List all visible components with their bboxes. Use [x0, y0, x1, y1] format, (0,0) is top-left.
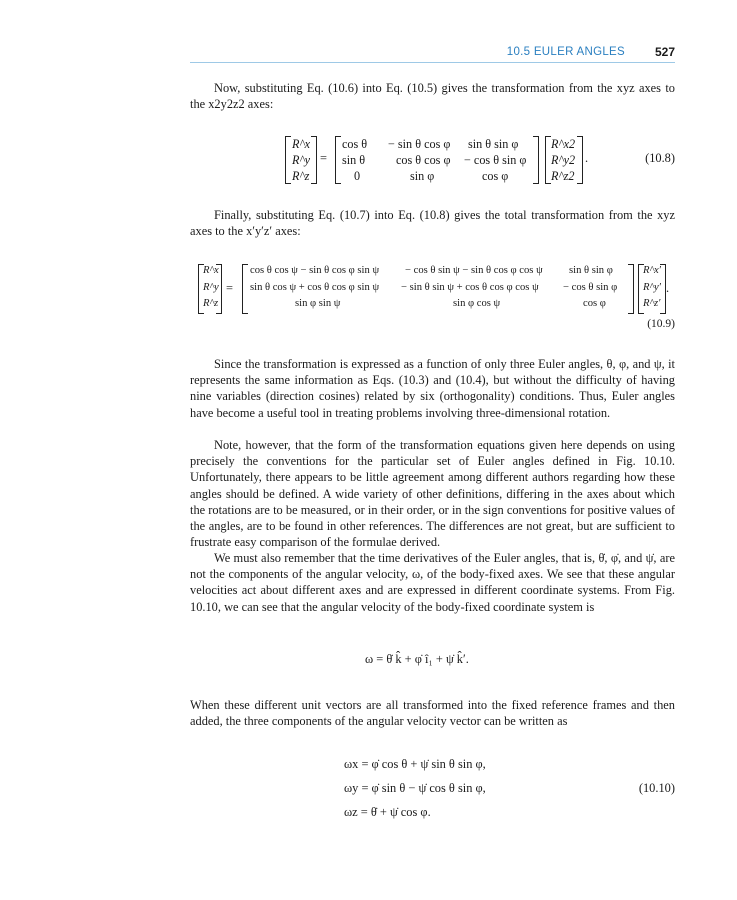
matrix-cell: cos φ: [482, 169, 509, 183]
paragraph-total-transform: Finally, substituting Eq. (10.7) into Eq. (10.8) gives the total transformation from the xyz axes to the x′y′z′ axes:: [190, 208, 675, 239]
paragraph-euler-summary: Since the transformation is expressed as a function of only three Euler angles, θ, φ, and ψ, it represents the same information as Eqs. (10.3) and (10.4), but without the difficulty of having nine variables (direction cosines) related by six (orthogonality) conditions. Thus, Euler angles have become a useful tool in treating problems involving three-dimensional rotation.: [190, 357, 675, 420]
omega-x-line: ωx = φ̇ cos θ + ψ̇ sin θ sin φ,: [344, 757, 486, 771]
matrix-cell: − sin θ sin ψ + cos θ cos φ cos ψ: [401, 282, 539, 293]
rhs-entry: R^z′: [643, 298, 661, 309]
lhs-entry: R^z: [292, 169, 310, 183]
matrix-cell: sin φ cos ψ: [453, 298, 501, 309]
paragraph-components: When these different unit vectors are all transformed into the fixed reference frames and then added, the three components of the angular velocity vector can be written as: [190, 698, 675, 729]
equation-period: .: [666, 281, 670, 295]
lhs-entry: R^z: [203, 298, 219, 309]
header-rule: [190, 62, 675, 63]
rhs-vector: [545, 136, 583, 184]
matrix-cell: sin φ: [410, 169, 435, 183]
lhs-vector: [285, 136, 317, 184]
matrix-cell: sin φ sin ψ: [295, 298, 341, 309]
rhs-entry: R^y′: [643, 282, 661, 293]
paragraph-angular-velocity: We must also remember that the time derivatives of the Euler angles, that is, θ̇, φ̇, and ψ̇, are not the components of the angular velocity, ω, of the body-fixed axes. We see that these angular velocities act about different axes and are expressed in different coordinate systems. From Fig. 10.10, we can see that the angular velocity of the body-fixed coordinate system is: [190, 551, 675, 614]
equation-number: (10.9): [647, 318, 675, 330]
rotation-matrix: [335, 136, 539, 184]
rhs-entry: R^z2: [551, 169, 575, 183]
rhs-vector: [638, 264, 666, 314]
matrix-cell: cos θ: [342, 137, 368, 151]
rotation-matrix: [242, 264, 634, 314]
matrix-cell: sin θ: [342, 153, 366, 167]
omega-y-line: ωy = φ̇ sin θ − ψ̇ cos θ sin φ,: [344, 781, 486, 795]
matrix-cell: sin θ sin φ: [468, 137, 519, 151]
equation-number: (10.8): [645, 151, 675, 165]
omega-z-line: ωz = θ̇ + ψ̇ cos φ.: [344, 805, 431, 819]
equals-sign: =: [226, 281, 233, 295]
lhs-entry: R^y: [292, 153, 310, 167]
equals-sign: =: [320, 151, 327, 165]
matrix-cell: − cos θ sin φ: [563, 282, 618, 293]
lhs-entry: R^x: [292, 137, 310, 151]
matrix-cell: − sin θ cos φ: [388, 137, 451, 151]
page-number: 527: [654, 45, 675, 59]
rhs-entry: R^x2: [551, 137, 576, 151]
matrix-cell: cos θ cos φ: [396, 153, 451, 167]
lhs-entry: R^y: [203, 282, 219, 293]
paragraph-intro: Now, substituting Eq. (10.6) into Eq. (10.5) gives the transformation from the xyz axes to the x2y2z2 axes:: [190, 81, 675, 112]
equation-number: (10.10): [638, 781, 675, 795]
rhs-entry: R^y2: [551, 153, 576, 167]
matrix-cell: cos θ cos ψ − sin θ cos φ sin ψ: [250, 265, 380, 276]
matrix-cell: cos φ: [583, 298, 606, 309]
matrix-cell: − cos θ sin ψ − sin θ cos φ cos ψ: [405, 265, 543, 276]
omega-equation: ω = θ̇ k̂ + φ̇ î₁ + ψ̇ k̂′.: [365, 652, 469, 666]
page-header: [190, 44, 675, 64]
lhs-entry: R^x: [203, 265, 219, 276]
matrix-cell: sin θ sin φ: [569, 265, 613, 276]
matrix-cell: 0: [354, 169, 361, 183]
rhs-entry: R^x′: [643, 265, 661, 276]
equation-period: .: [585, 151, 589, 165]
matrix-cell: − cos θ sin φ: [464, 153, 527, 167]
matrix-cell: sin θ cos ψ + cos θ cos φ sin ψ: [250, 282, 380, 293]
running-title: 10.5 EULER ANGLES: [506, 46, 625, 58]
lhs-vector: [198, 264, 222, 314]
paragraph-conventions: Note, however, that the form of the transformation equations given here depends on using precisely the conventions for the particular set of Euler angles defined in Fig. 10.10. Unfortunately, there appears to be little agreement among different authors regarding how these angles should be defined. A wide variety of other definitions, differing in the axes about which the rotations are to be measured, or in their order, or in the sign conventions for positive values of the angles, are to be found in other references. The differences are not great, but are sufficient to frustrate easy comparison of the formulae derived.: [190, 438, 675, 550]
